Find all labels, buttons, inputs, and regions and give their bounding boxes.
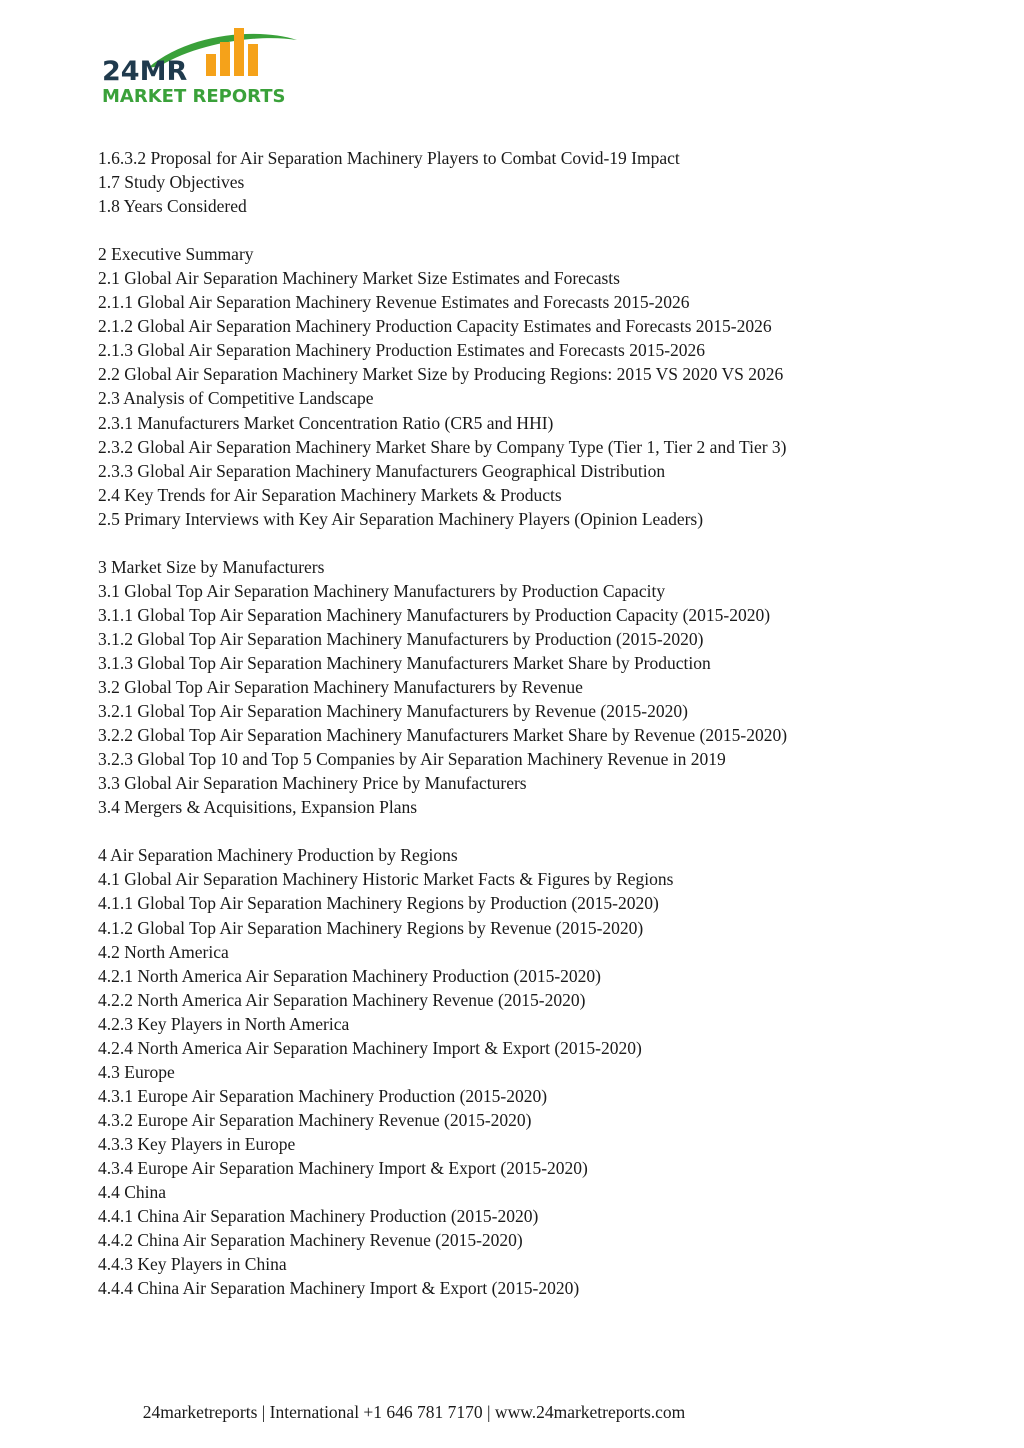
section-gap [98, 819, 958, 843]
toc-line: 1.7 Study Objectives [98, 172, 245, 193]
toc-line: 2.1.1 Global Air Separation Machinery Revenue Estimates and Forecasts 2015-2026 [98, 292, 690, 313]
toc-line: 4.3.1 Europe Air Separation Machinery Production (2015-2020) [98, 1085, 548, 1106]
toc-line: 2.1.3 Global Air Separation Machinery Production Estimates and Forecasts 2015-2026 [98, 340, 706, 361]
toc-line: 3.1 Global Top Air Separation Machinery Manufacturers by Production Capacity [98, 580, 666, 601]
toc-line: 4.2.2 North America Air Separation Machinery Revenue (2015-2020) [98, 989, 586, 1010]
toc-line: 2.5 Primary Interviews with Key Air Separation Machinery Players (Opinion Leaders) [98, 508, 704, 529]
toc-line: 3.2.2 Global Top Air Separation Machinery Manufacturers Market Share by Revenue (2015-2020) [98, 725, 788, 746]
toc-line: 4.2 North America [98, 941, 229, 962]
logo-text-bottom: MARKET REPORTS [102, 86, 286, 107]
company-logo [100, 26, 310, 108]
toc-line: 3.1.1 Global Top Air Separation Machinery Manufacturers by Production Capacity (2015-2020) [98, 604, 771, 625]
toc-line: 1.6.3.2 Proposal for Air Separation Machinery Players to Combat Covid-19 Impact [98, 148, 680, 168]
toc-line: 3.2 Global Top Air Separation Machinery Manufacturers by Revenue [98, 677, 583, 698]
toc-line: 4.1.2 Global Top Air Separation Machinery Regions by Revenue (2015-2020) [98, 917, 644, 938]
toc-line: 4.2.3 Key Players in North America [98, 1013, 350, 1034]
toc-line: 3.2.1 Global Top Air Separation Machinery Manufacturers by Revenue (2015-2020) [98, 701, 688, 722]
toc-line: 4.3 Europe [98, 1061, 175, 1082]
toc-line: 4.2.1 North America Air Separation Machinery Production (2015-2020) [98, 965, 602, 986]
page-footer: 24marketreports | International +1 646 781 7170 | www.24marketreports.com [142, 1402, 686, 1422]
toc-line: 4.3.3 Key Players in Europe [98, 1133, 296, 1154]
section-gap [98, 531, 958, 555]
toc-line: 2.3.1 Manufacturers Market Concentration Ratio (CR5 and HHI) [98, 412, 554, 433]
toc-line: 2.1 Global Air Separation Machinery Market Size Estimates and Forecasts [98, 268, 620, 289]
toc-line: 4.1 Global Air Separation Machinery Historic Market Facts & Figures by Regions [98, 869, 674, 890]
toc-line: 4.3.4 Europe Air Separation Machinery Import & Export (2015-2020) [98, 1157, 588, 1178]
toc-line: 3.3 Global Air Separation Machinery Price by Manufacturers [98, 773, 527, 794]
toc-line: 2.3 Analysis of Competitive Landscape [98, 388, 374, 409]
toc-line: 3.4 Mergers & Acquisitions, Expansion Plans [98, 797, 418, 818]
toc-line: 2.2 Global Air Separation Machinery Market Size by Producing Regions: 2015 VS 2020 VS 2026 [98, 364, 784, 385]
logo-text-top: 24MR [102, 56, 188, 87]
toc-line: 4.4 China [98, 1182, 167, 1203]
toc-line: 4.2.4 North America Air Separation Machinery Import & Export (2015-2020) [98, 1037, 642, 1058]
table-of-contents [98, 146, 958, 1300]
toc-line: 2.1.2 Global Air Separation Machinery Production Capacity Estimates and Forecasts 2015-2026 [98, 316, 772, 337]
toc-line: 4.3.2 Europe Air Separation Machinery Revenue (2015-2020) [98, 1109, 532, 1130]
section-gap [98, 218, 958, 242]
toc-line: 4.4.3 Key Players in China [98, 1254, 287, 1275]
toc-line: 2.4 Key Trends for Air Separation Machinery Markets & Products [98, 484, 562, 505]
toc-line: 2 Executive Summary [98, 244, 254, 265]
toc-line: 3.1.2 Global Top Air Separation Machinery Manufacturers by Production (2015-2020) [98, 628, 704, 649]
toc-line: 3 Market Size by Manufacturers [98, 556, 325, 577]
toc-line: 3.2.3 Global Top 10 and Top 5 Companies by Air Separation Machinery Revenue in 2019 [98, 749, 726, 770]
toc-line: 4.4.2 China Air Separation Machinery Revenue (2015-2020) [98, 1230, 523, 1251]
toc-line: 3.1.3 Global Top Air Separation Machinery Manufacturers Market Share by Production [98, 652, 711, 673]
toc-line: 1.8 Years Considered [98, 196, 247, 217]
toc-line: 4.4.1 China Air Separation Machinery Production (2015-2020) [98, 1206, 539, 1227]
toc-line: 2.3.3 Global Air Separation Machinery Manufacturers Geographical Distribution [98, 460, 666, 481]
toc-line: 4 Air Separation Machinery Production by Regions [98, 845, 458, 866]
toc-line: 2.3.2 Global Air Separation Machinery Market Share by Company Type (Tier 1, Tier 2 and Tier 3) [98, 436, 787, 457]
toc-line: 4.4.4 China Air Separation Machinery Import & Export (2015-2020) [98, 1278, 580, 1299]
toc-line: 4.1.1 Global Top Air Separation Machinery Regions by Production (2015-2020) [98, 893, 659, 914]
